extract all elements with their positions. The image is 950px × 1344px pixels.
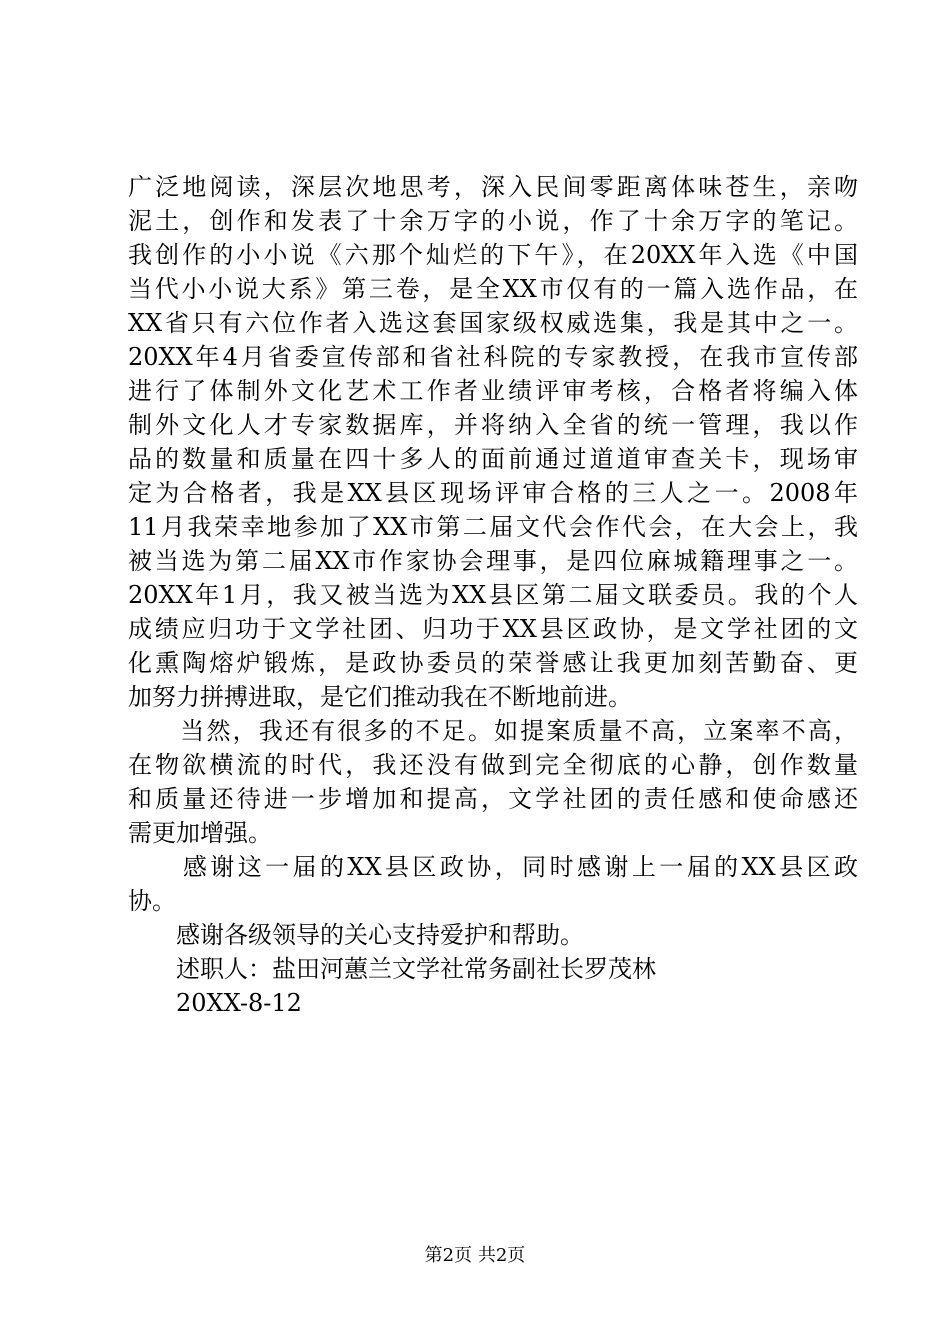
- text-line: 品的数量和质量在四十多人的面前通过道道审查关卡，现场审: [128, 445, 858, 473]
- text-line: 泥土，创作和发表了十余万字的小说，作了十余万字的笔记。: [128, 207, 858, 235]
- text-line: 成绩应归功于文学社团、归功于XX县区政协，是文学社团的文: [128, 615, 858, 643]
- text-line: 和质量还待进一步增加和提高，文学社团的责任感和使命感还: [128, 785, 858, 813]
- document-body: [128, 170, 858, 1020]
- text-line: 20XX年4月省委宣传部和省社科院的专家教授，在我市宣传部: [128, 343, 858, 371]
- text-line: 协。: [128, 887, 176, 915]
- text-line: 化熏陶熔炉锻炼，是政协委员的荣誉感让我更加刻苦勤奋、更: [128, 649, 858, 677]
- text-line: 在物欲横流的时代，我还没有做到完全彻底的心静，创作数量: [128, 751, 858, 779]
- text-line: 进行了体制外文化艺术工作者业绩评审考核，合格者将编入体: [128, 377, 858, 405]
- text-line: 当代小小说大系》第三卷，是全XX市仅有的一篇入选作品，在: [128, 275, 858, 303]
- text-line: 广泛地阅读，深层次地思考，深入民间零距离体味苍生，亲吻: [128, 173, 858, 201]
- date-line: 20XX-8-12: [128, 989, 302, 1017]
- text-line: 需更加增强。: [128, 819, 272, 847]
- signature-line: 述职人：盐田河蕙兰文学社常务副社长罗茂林: [128, 955, 656, 983]
- text-line: 感谢这一届的XX县区政协，同时感谢上一届的XX县区政: [128, 853, 858, 881]
- page-footer: 第2页 共2页: [424, 1245, 526, 1266]
- text-line: 感谢各级领导的关心支持爱护和帮助。: [128, 921, 584, 949]
- text-line: 11月我荣幸地参加了XX市第二届文代会作代会，在大会上，我: [128, 513, 858, 541]
- text-line: 当然，我还有很多的不足。如提案质量不高，立案率不高，: [128, 717, 858, 745]
- text-line: 定为合格者，我是XX县区现场评审合格的三人之一。2008年: [128, 479, 858, 507]
- text-line: 制外文化人才专家数据库，并将纳入全省的统一管理，我以作: [128, 411, 858, 439]
- text-line: 加努力拼搏进取，是它们推动我在不断地前进。: [128, 683, 632, 711]
- text-line: 我创作的小小说《六那个灿烂的下午》，在20XX年入选《中国: [128, 241, 858, 269]
- text-line: XX省只有六位作者入选这套国家级权威选集，我是其中之一。: [128, 309, 858, 337]
- text-line: 被当选为第二届XX市作家协会理事，是四位麻城籍理事之一。: [128, 547, 858, 575]
- text-line: 20XX年1月，我又被当选为XX县区第二届文联委员。我的个人: [128, 581, 858, 609]
